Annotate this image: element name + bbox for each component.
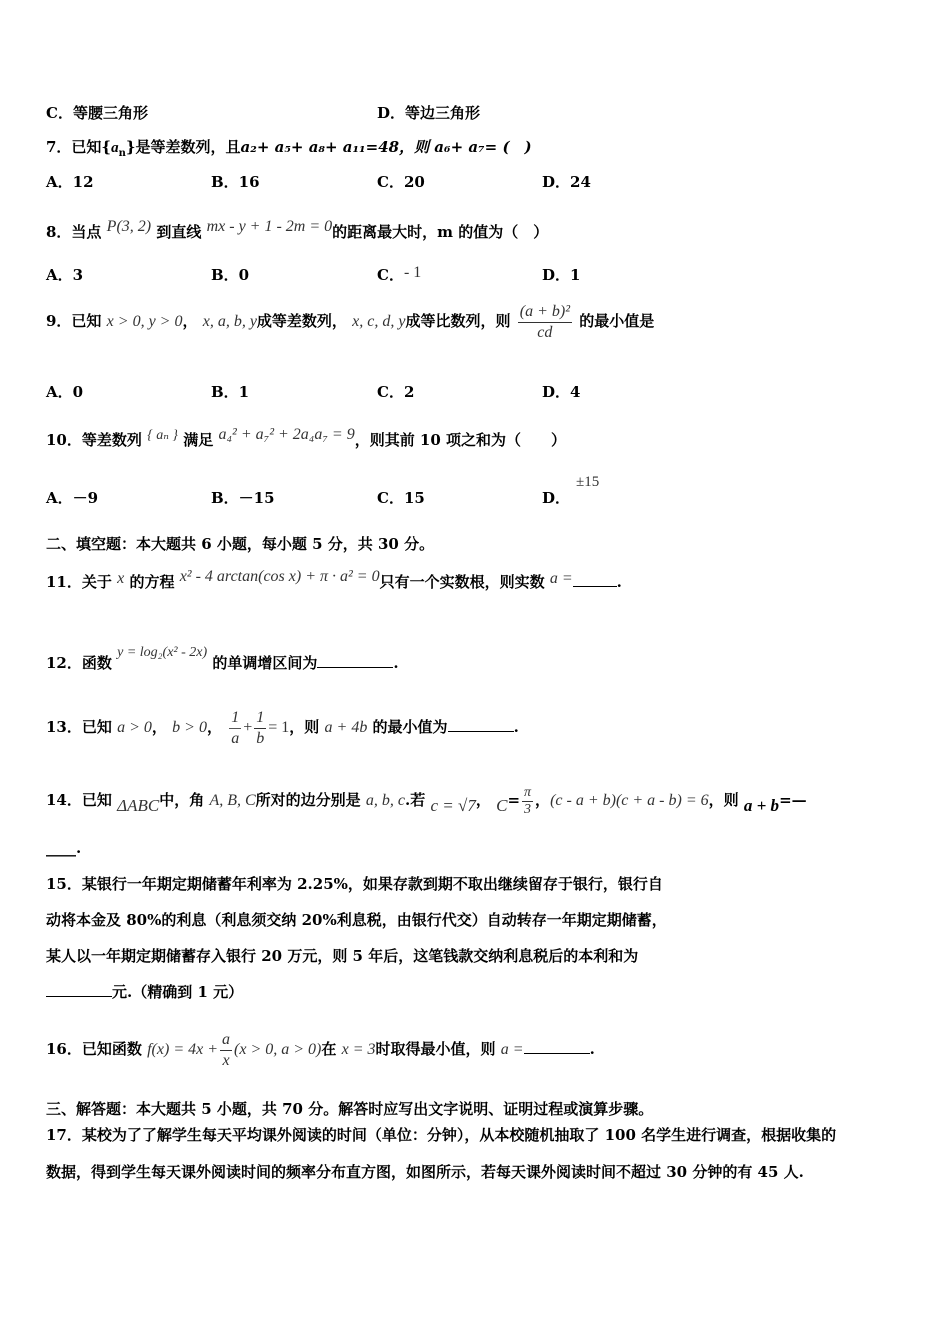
q12-answer-blank[interactable] xyxy=(317,653,393,668)
q16-func-left: f(x) = 4x + xyxy=(147,1041,219,1058)
q13-comma-1: ， xyxy=(151,718,167,736)
q10-lead: 10．等差数列 xyxy=(46,431,142,449)
q8-point: P(3, 2) xyxy=(106,218,152,235)
section-2-heading: 二、填空题：本大题共 6 小题，每小题 5 分，共 30 分。 xyxy=(46,535,435,553)
q10-text-1: 满足 xyxy=(183,431,214,449)
q8-line-equation: mx - y + 1 - 2m = 0 xyxy=(206,218,333,235)
q13-end: . xyxy=(513,718,519,736)
q14-pi-num: π xyxy=(524,784,532,800)
q15-line-2: 动将本金及 80%的利息（利息须交纳 20%利息税，由银行代交）自动转存一年期定期储蓄， xyxy=(46,911,667,929)
q14-comma-2: ， xyxy=(535,791,551,809)
q12-end: . xyxy=(393,654,399,672)
q6-option-c: C．等腰三角形 xyxy=(46,104,148,122)
q8-option-a: A．3 xyxy=(46,266,84,284)
q7-expression: a₂+ a₅+ a₈+ a₁₁=48，则 a₆+ a₇= ( ) xyxy=(240,138,532,156)
q7-option-b: B．16 xyxy=(211,173,260,191)
q13-cond-b: b > 0 xyxy=(172,719,207,736)
q16-text-1: 在 xyxy=(321,1040,337,1058)
q13-text-2: 的最小值为 xyxy=(372,718,448,736)
q14-text-4: ，则 xyxy=(708,791,739,809)
q14-answer-blank[interactable]: ____. xyxy=(46,839,82,857)
question-8-stem xyxy=(46,213,548,246)
q14-angle-c-eq: = xyxy=(507,791,521,809)
q7-seq: a xyxy=(111,140,119,156)
q9-option-d: D．4 xyxy=(542,383,581,401)
q13-frac-2-num: 1 xyxy=(254,708,266,729)
q13-frac-1-den: a xyxy=(231,729,240,747)
q8-option-c-value: - 1 xyxy=(403,264,422,281)
q16-func-cond: (x > 0, a > 0) xyxy=(234,1041,322,1058)
question-7-stem xyxy=(46,137,532,164)
q7-sub: n xyxy=(118,148,126,159)
q13-frac-1 xyxy=(229,708,241,749)
q11-equation: x² - 4 arctan(cos x) + π · a² = 0 xyxy=(179,568,380,585)
q11-answer-var: a = xyxy=(549,570,573,587)
question-12-stem xyxy=(46,635,399,681)
q14-sides: a, b, c xyxy=(365,792,406,809)
q8-option-b: B．0 xyxy=(211,266,250,284)
question-11-stem xyxy=(46,562,622,597)
q9-option-a: A．0 xyxy=(46,383,84,401)
q13-text-1: ，则 xyxy=(289,718,320,736)
q9-text-1: 成等差数列， xyxy=(256,312,347,330)
q9-fraction xyxy=(518,302,572,343)
q16-text-2: 时取得最小值，则 xyxy=(375,1040,496,1058)
q14-product: (c - a + b)(c + a - b) = 6 xyxy=(550,792,709,809)
q11-end: . xyxy=(616,573,622,591)
q14-text-3: .若 xyxy=(405,791,426,809)
q9-comma: ， xyxy=(182,312,198,330)
q13-frac-2 xyxy=(254,708,266,749)
question-13-stem xyxy=(46,690,519,765)
q14-triangle: ΔABC xyxy=(117,796,160,815)
question-16-stem xyxy=(46,1014,595,1085)
q7-stem-a: 7．已知{ xyxy=(46,138,112,156)
q8-option-c-label: C． xyxy=(377,266,404,284)
q14-pi-fraction xyxy=(522,785,533,818)
q14-text-1: 中，角 xyxy=(159,791,205,809)
q15-line-4-tail: 元.（精确到 1 元） xyxy=(112,983,244,1001)
q9-condition: x > 0, y > 0 xyxy=(106,313,183,330)
q16-lead: 16．已知函数 xyxy=(46,1040,142,1058)
q14-text-2: 所对的边分别是 xyxy=(255,791,361,809)
q16-end: . xyxy=(589,1040,595,1058)
q14-lead: 14．已知 xyxy=(46,791,112,809)
q14-answer-expr: a + b xyxy=(743,796,780,815)
q13-frac-2-den: b xyxy=(256,729,265,747)
q9-arith-seq: x, a, b, y xyxy=(202,313,257,330)
q13-lead: 13．已知 xyxy=(46,718,112,736)
question-9-stem xyxy=(46,298,654,345)
q13-frac-1-num: 1 xyxy=(229,708,241,729)
q6-option-d: D．等边三角形 xyxy=(377,104,481,122)
q10-text-2: ，则其前 10 项之和为（ ） xyxy=(354,431,567,449)
q14-pi-den: 3 xyxy=(524,801,532,817)
q11-answer-blank[interactable] xyxy=(573,572,617,587)
question-10-stem xyxy=(46,420,566,455)
q16-frac-num: a xyxy=(220,1030,232,1051)
q14-angle-c: C xyxy=(496,796,508,815)
q10-option-d: D． xyxy=(542,489,571,507)
q13-eq: = 1 xyxy=(268,719,290,736)
q11-text-2: 只有一个实数根，则实数 xyxy=(379,573,545,591)
q13-comma-2: ， xyxy=(206,718,222,736)
q14-eq: =— xyxy=(779,791,807,809)
q10-option-a: A．－9 xyxy=(46,489,99,507)
q10-option-c: C．15 xyxy=(377,489,425,507)
q16-point: x = 3 xyxy=(341,1041,376,1058)
q9-lead: 9．已知 xyxy=(46,312,102,330)
q7-option-d: D．24 xyxy=(542,173,591,191)
q7-option-a: A．12 xyxy=(46,173,94,191)
q17-line-2: 数据，得到学生每天课外阅读时间的频率分布直方图，如图所示，若每天课外阅读时间不超过 30 分钟的有 45 人. xyxy=(46,1163,804,1181)
question-14-stem xyxy=(46,775,807,831)
q16-answer-var: a = xyxy=(500,1041,524,1058)
q15-line-3: 某人以一年期定期储蓄存入银行 20 万元，则 5 年后，这笔钱款交纳利息税后的本利和为 xyxy=(46,947,639,965)
q8-tail: 的距离最大时，m 的值为（ ） xyxy=(332,223,549,241)
q17-line-1: 17．某校为了了解学生每天平均课外阅读的时间（单位：分钟），从本校随机抽取了 100 名学生进行调查，根据收集的 xyxy=(46,1126,837,1144)
q16-answer-blank[interactable] xyxy=(524,1039,590,1054)
q11-text-1: 的方程 xyxy=(129,573,175,591)
q10-sequence: { aₙ } xyxy=(147,428,178,443)
q9-text-3: 的最小值是 xyxy=(579,312,655,330)
q7-option-c: C．20 xyxy=(377,173,425,191)
q13-target: a + 4b xyxy=(324,719,368,736)
section-3-heading: 三、解答题：本大题共 5 小题，共 70 分。解答时应写出文字说明、证明过程或演算步骤。 xyxy=(46,1100,654,1118)
q12-lead: 12．函数 xyxy=(46,654,112,672)
q10-expression: a₄² + a₇² + 2a₄a₇ = 9 xyxy=(218,426,355,443)
q10-option-b: B．－15 xyxy=(211,489,275,507)
q9-geo-seq: x, c, d, y xyxy=(352,313,406,330)
q14-c-value: c = √7 xyxy=(430,796,476,815)
q16-frac-den: x xyxy=(222,1051,230,1069)
q8-option-c xyxy=(377,264,421,285)
q9-frac-num: (a + b)² xyxy=(518,302,572,323)
q8-lead: 8．当点 xyxy=(46,223,102,241)
q14-comma: ， xyxy=(475,791,491,809)
q11-lead: 11．关于 xyxy=(46,573,112,591)
q8-option-d: D．1 xyxy=(542,266,581,284)
q9-option-b: B．1 xyxy=(211,383,250,401)
q13-cond-a: a > 0 xyxy=(117,719,152,736)
q11-var: x xyxy=(117,570,125,587)
q12-function: y = log₂(x² - 2x) xyxy=(117,645,208,660)
q15-line-4 xyxy=(46,974,243,1010)
q16-fraction xyxy=(220,1030,232,1071)
q13-plus: + xyxy=(243,719,253,736)
q15-line-1: 15．某银行一年期定期储蓄年利率为 2.25%，如果存款到期不取出继续留存于银行，银行自 xyxy=(46,875,663,893)
q13-answer-blank[interactable] xyxy=(448,717,514,732)
q15-answer-blank[interactable] xyxy=(46,982,112,997)
q9-option-c: C．2 xyxy=(377,383,415,401)
q10-option-d-value: ±15 xyxy=(576,474,600,490)
q9-frac-den: cd xyxy=(537,323,553,341)
q12-text-1: 的单调增区间为 xyxy=(212,654,318,672)
q7-stem-b: }是等差数列，且 xyxy=(125,138,241,156)
q8-mid: 到直线 xyxy=(156,223,202,241)
q9-text-2: 成等比数列，则 xyxy=(405,312,511,330)
q14-angles: A, B, C xyxy=(209,792,256,809)
